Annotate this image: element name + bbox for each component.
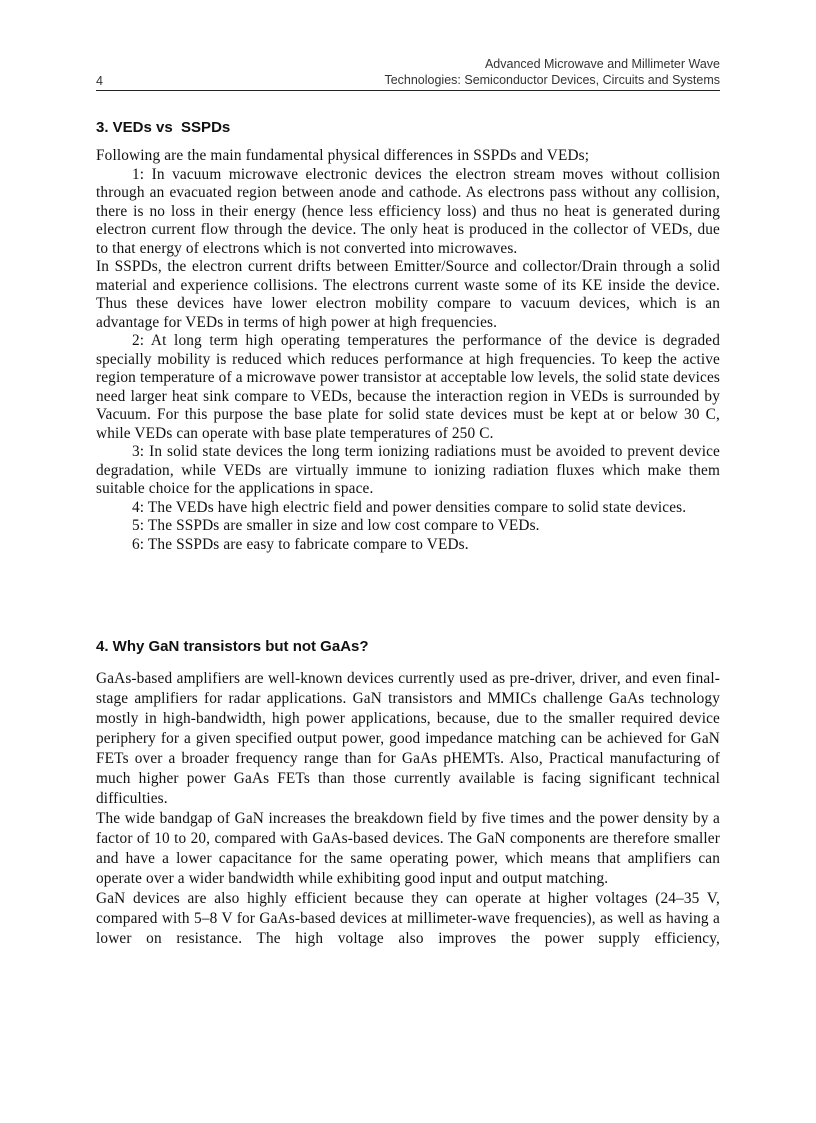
- section-4-heading: 4. Why GaN transistors but not GaAs?: [96, 638, 369, 655]
- running-title-line1: Advanced Microwave and Millimeter Wave: [484, 57, 720, 71]
- list-item-6: 6: The SSPDs are easy to fabricate compare to VEDs.: [132, 535, 469, 553]
- paragraph: In SSPDs, the electron current drifts between Emitter/Source and collector/Drain through a solid material and experience collisions. The electrons current waste some of its KE inside the device. Thus these devices have lower electron mobility compare to vacuum devices, which is an advantage for VEDs in terms of high power at high frequencies.: [96, 258, 720, 331]
- running-title: [384, 56, 720, 88]
- paragraph: The wide bandgap of GaN increases the breakdown field by five times and the power density by a factor of 10 to 20, compared with GaAs-based devices. The GaN components are therefore smaller and have a lower capacitance for the same operating power, which means that amplifiers can operate over a wider bandwidth while exhibiting good input and output matching.: [96, 810, 720, 887]
- paragraph: GaAs-based amplifiers are well-known devices currently used as pre-driver, driver, and even final-stage amplifiers for radar applications. GaN transistors and MMICs challenge GaAs technology mostly in high-bandwidth, high power applications, because, due to the smaller required device periphery for a given specified output power, good impedance matching can be achieved for GaN FETs over a broader frequency range than for GaAs pHEMTs. Also, Practical manufacturing of much higher power GaAs FETs than those currently available is facing significant technical difficulties.: [96, 670, 720, 807]
- list-item-4: 4: The VEDs have high electric field and power densities compare to solid state devices.: [132, 498, 687, 516]
- list-item-1: 1: In vacuum microwave electronic devices the electron stream moves without collision through an evacuated region between anode and cathode. As electrons pass without any collision, there is no loss in their energy (hence less efficiency loss) and thus no heat is generated during electron current flow through the device. The only heat is produced in the collector of VEDs, due to that energy of electrons which is not converted into microwaves.: [96, 165, 720, 257]
- list-item-3: 3: In solid state devices the long term ionizing radiations must be avoided to prevent device degradation, while VEDs are virtually immune to ionizing radiation fluxes which make them suitable choice for the applications in space.: [96, 443, 720, 497]
- running-title-line2: Technologies: Semiconductor Devices, Circuits and Systems: [384, 73, 720, 87]
- paragraph: GaN devices are also highly efficient because they can operate at higher voltages (24–35 V, compared with 5–8 V for GaAs-based devices at millimeter-wave frequencies), as well as having a lower on resistance. The high voltage also improves the power supply efficiency,: [96, 890, 720, 947]
- page-number: 4: [96, 74, 103, 88]
- section-3: [96, 119, 720, 554]
- list-item-5: 5: The SSPDs are smaller in size and low cost compare to VEDs.: [132, 517, 540, 534]
- running-header: [96, 56, 720, 91]
- section-4: [96, 638, 720, 949]
- paragraph: Following are the main fundamental physical differences in SSPDs and VEDs;: [96, 147, 590, 164]
- section-3-heading: 3. VEDs vs SSPDs: [96, 119, 231, 136]
- list-item-2: 2: At long term high operating temperatures the performance of the device is degraded specially mobility is reduced which reduces performance at high frequencies. To keep the active region temperature of a microwave power transistor at acceptable low levels, the solid state devices need larger heat sink compare to VEDs, because the interaction region in VEDs is surrounded by Vacuum. For this purpose the base plate for solid state devices must be kept at or below 30 C, while VEDs can operate with base plate temperatures of 250 C.: [96, 332, 720, 442]
